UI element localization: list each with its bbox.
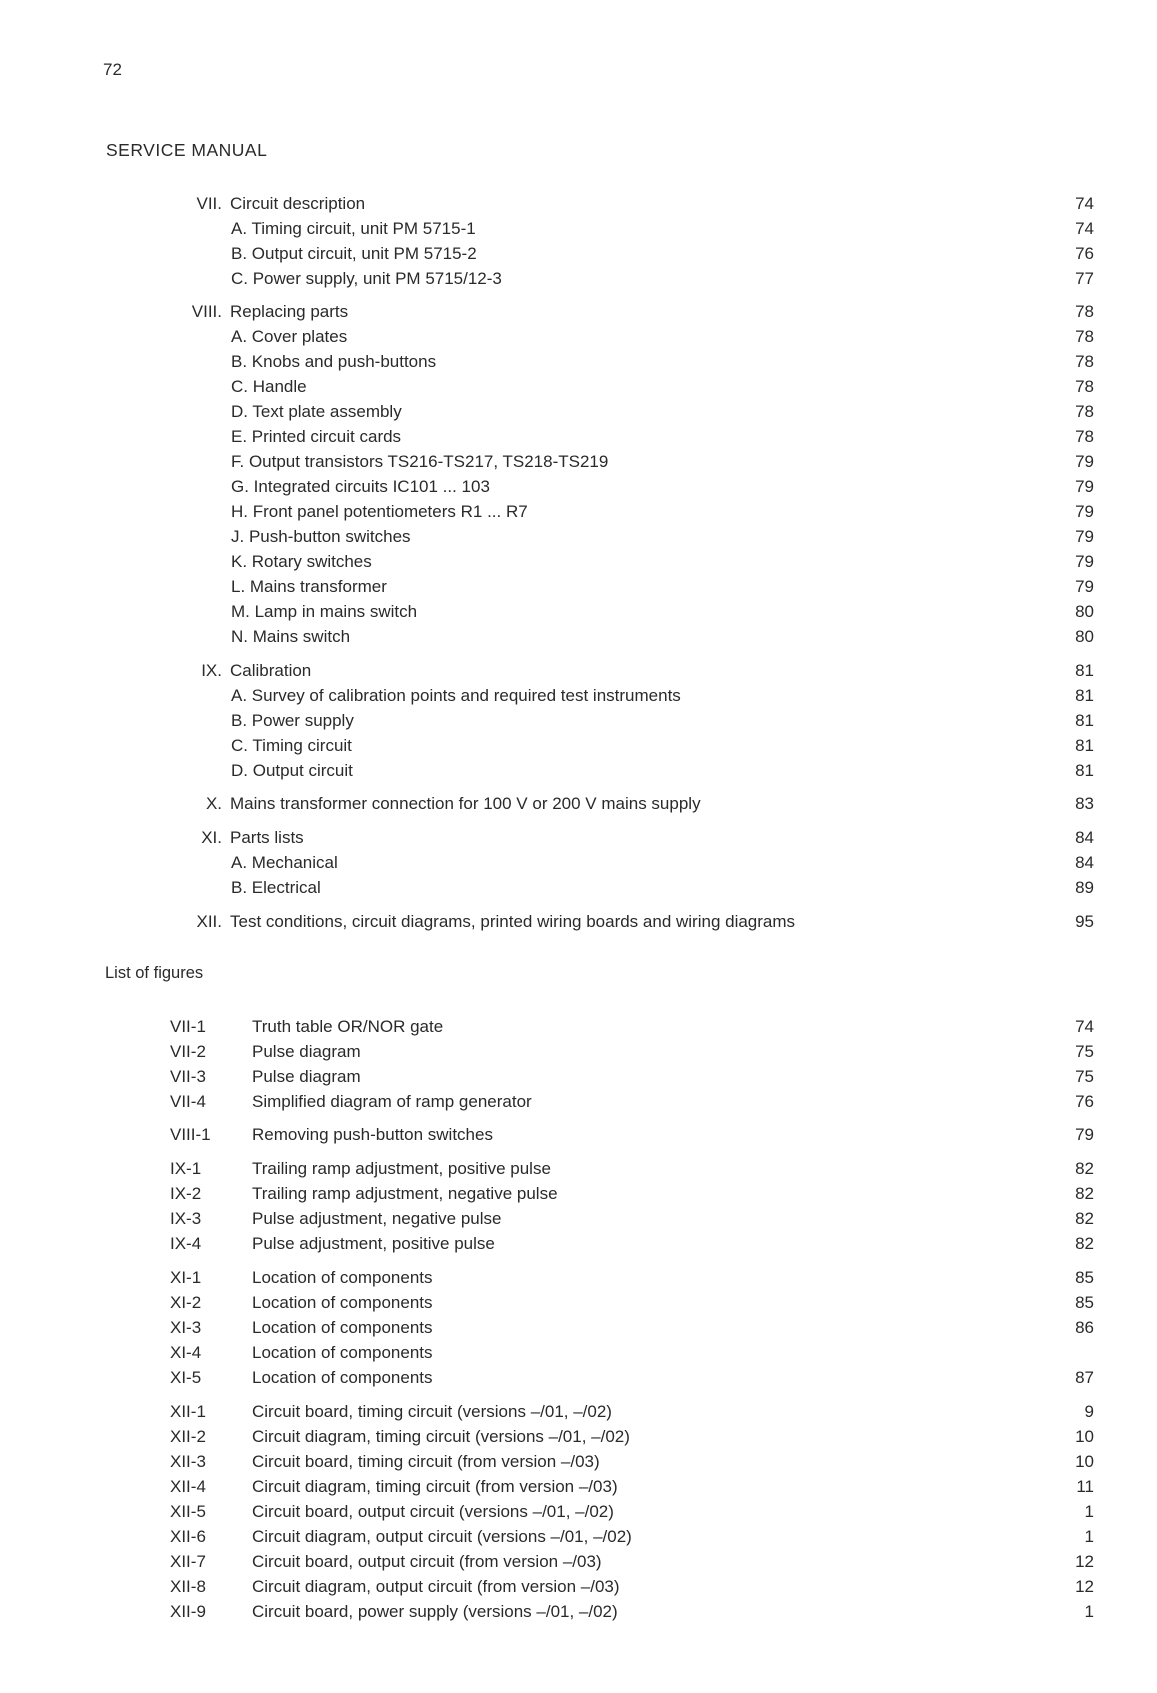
figure-page: 86 bbox=[1075, 1318, 1094, 1337]
figure-title: Circuit diagram, output circuit (from version –/03) bbox=[252, 1577, 620, 1596]
figure-title: Location of components bbox=[252, 1293, 433, 1312]
chapter-number: XI. bbox=[201, 828, 222, 847]
subsection-title: A. Cover plates bbox=[231, 327, 348, 346]
page-number: 72 bbox=[103, 60, 122, 79]
figure-row bbox=[0, 1065, 1157, 1089]
subsection-title: B. Output circuit, unit PM 5715-2 bbox=[231, 244, 477, 263]
subsection-title: D. Output circuit bbox=[231, 761, 353, 780]
figure-page: 1 bbox=[1084, 1502, 1094, 1521]
figure-number: VII-3 bbox=[170, 1067, 206, 1086]
figure-page: 10 bbox=[1075, 1452, 1094, 1471]
figure-row bbox=[0, 1090, 1157, 1114]
figure-row bbox=[0, 1366, 1157, 1390]
figure-number: XII-3 bbox=[170, 1452, 206, 1471]
subsection-title: D. Text plate assembly bbox=[231, 402, 402, 421]
figure-row bbox=[0, 1475, 1157, 1499]
subsection-title: B. Knobs and push-buttons bbox=[231, 352, 437, 371]
figure-title: Circuit board, timing circuit (versions –/01, –/02) bbox=[252, 1402, 612, 1421]
figure-row bbox=[0, 1600, 1157, 1624]
subsection-title: B. Power supply bbox=[231, 711, 354, 730]
figure-page: 75 bbox=[1075, 1042, 1094, 1061]
figure-number: XII-8 bbox=[170, 1577, 206, 1596]
toc-subsection-row bbox=[0, 600, 1157, 624]
figure-number: XI-4 bbox=[170, 1343, 202, 1362]
subsection-title: A. Survey of calibration points and required test instruments bbox=[231, 686, 681, 705]
subsection-page: 89 bbox=[1075, 878, 1094, 897]
figure-number: XII-9 bbox=[170, 1602, 206, 1621]
chapter-page: 84 bbox=[1075, 828, 1094, 847]
figure-title: Pulse diagram bbox=[252, 1042, 361, 1061]
figure-page: 82 bbox=[1075, 1209, 1094, 1228]
toc-subsection-row bbox=[0, 475, 1157, 499]
subsection-page: 79 bbox=[1075, 452, 1094, 471]
subsection-page: 74 bbox=[1075, 219, 1094, 238]
subsection-page: 79 bbox=[1075, 577, 1094, 596]
figure-page: 79 bbox=[1075, 1125, 1094, 1144]
figure-number: XI-2 bbox=[170, 1293, 202, 1312]
toc-subsection-row bbox=[0, 450, 1157, 474]
figure-number: XII-2 bbox=[170, 1427, 206, 1446]
figure-row bbox=[0, 1207, 1157, 1231]
figure-number: XI-5 bbox=[170, 1368, 202, 1387]
figure-number: XII-1 bbox=[170, 1402, 206, 1421]
toc-chapter-row bbox=[0, 192, 1157, 216]
figure-row bbox=[0, 1291, 1157, 1315]
subsection-title: B. Electrical bbox=[231, 878, 321, 897]
figure-title: Circuit diagram, timing circuit (versions –/01, –/02) bbox=[252, 1427, 630, 1446]
toc-subsection-row bbox=[0, 550, 1157, 574]
subsection-page: 79 bbox=[1075, 552, 1094, 571]
subsection-page: 76 bbox=[1075, 244, 1094, 263]
subsection-page: 79 bbox=[1075, 477, 1094, 496]
figure-page: 82 bbox=[1075, 1234, 1094, 1253]
toc-chapter-row bbox=[0, 826, 1157, 850]
figure-page: 82 bbox=[1075, 1184, 1094, 1203]
toc-subsection-row bbox=[0, 851, 1157, 875]
toc-chapter-row bbox=[0, 910, 1157, 934]
chapter-title: Parts lists bbox=[230, 828, 304, 847]
toc-subsection-row bbox=[0, 242, 1157, 266]
figure-number: VIII-1 bbox=[170, 1125, 211, 1144]
figure-row bbox=[0, 1500, 1157, 1524]
figure-number: XII-7 bbox=[170, 1552, 206, 1571]
subsection-page: 77 bbox=[1075, 269, 1094, 288]
figure-title: Pulse adjustment, positive pulse bbox=[252, 1234, 495, 1253]
figure-page: 82 bbox=[1075, 1159, 1094, 1178]
figure-title: Location of components bbox=[252, 1368, 433, 1387]
figure-row bbox=[0, 1425, 1157, 1449]
figure-number: VII-2 bbox=[170, 1042, 206, 1061]
subsection-title: A. Mechanical bbox=[231, 853, 338, 872]
chapter-title: Calibration bbox=[230, 661, 312, 680]
chapter-number: IX. bbox=[201, 661, 222, 680]
figure-row bbox=[0, 1400, 1157, 1424]
figure-page: 87 bbox=[1075, 1368, 1094, 1387]
figure-title: Removing push-button switches bbox=[252, 1125, 493, 1144]
figure-page: 9 bbox=[1084, 1402, 1094, 1421]
chapter-number: XII. bbox=[196, 912, 222, 931]
subsection-title: C. Power supply, unit PM 5715/12-3 bbox=[231, 269, 502, 288]
subsection-page: 84 bbox=[1075, 853, 1094, 872]
subsection-page: 81 bbox=[1075, 761, 1094, 780]
figure-title: Simplified diagram of ramp generator bbox=[252, 1092, 532, 1111]
toc-chapter-row bbox=[0, 300, 1157, 324]
subsection-page: 80 bbox=[1075, 627, 1094, 646]
figure-title: Truth table OR/NOR gate bbox=[252, 1017, 444, 1036]
section-title: SERVICE MANUAL bbox=[106, 140, 268, 160]
chapter-number: VII. bbox=[196, 194, 222, 213]
subsection-page: 78 bbox=[1075, 402, 1094, 421]
subsection-title: F. Output transistors TS216-TS217, TS218-TS219 bbox=[231, 452, 609, 471]
figure-row bbox=[0, 1575, 1157, 1599]
figure-page: 74 bbox=[1075, 1017, 1094, 1036]
toc-subsection-row bbox=[0, 267, 1157, 291]
figure-number: IX-2 bbox=[170, 1184, 202, 1203]
subsection-title: J. Push-button switches bbox=[231, 527, 411, 546]
toc-chapter-row bbox=[0, 792, 1157, 816]
toc-subsection-row bbox=[0, 375, 1157, 399]
figure-title: Location of components bbox=[252, 1343, 433, 1362]
figure-title: Circuit board, timing circuit (from version –/03) bbox=[252, 1452, 600, 1471]
figure-number: IX-4 bbox=[170, 1234, 202, 1253]
figure-title: Circuit diagram, timing circuit (from version –/03) bbox=[252, 1477, 618, 1496]
figure-number: IX-1 bbox=[170, 1159, 202, 1178]
chapter-title: Mains transformer connection for 100 V or 200 V mains supply bbox=[230, 794, 701, 813]
subsection-title: C. Handle bbox=[231, 377, 307, 396]
figure-row bbox=[0, 1157, 1157, 1181]
figure-row bbox=[0, 1232, 1157, 1256]
figure-row bbox=[0, 1450, 1157, 1474]
chapter-page: 74 bbox=[1075, 194, 1094, 213]
figure-row bbox=[0, 1182, 1157, 1206]
figure-number: VII-4 bbox=[170, 1092, 206, 1111]
figure-title: Circuit board, output circuit (versions –/01, –/02) bbox=[252, 1502, 614, 1521]
figure-row bbox=[0, 1266, 1157, 1290]
figure-page: 1 bbox=[1084, 1527, 1094, 1546]
figure-title: Trailing ramp adjustment, negative pulse bbox=[252, 1184, 558, 1203]
figure-number: IX-3 bbox=[170, 1209, 202, 1228]
toc-subsection-row bbox=[0, 575, 1157, 599]
figure-page: 10 bbox=[1075, 1427, 1094, 1446]
subsection-page: 81 bbox=[1075, 686, 1094, 705]
subsection-title: C. Timing circuit bbox=[231, 736, 352, 755]
chapter-page: 95 bbox=[1075, 912, 1094, 931]
toc-subsection-row bbox=[0, 709, 1157, 733]
chapter-title: Replacing parts bbox=[230, 302, 349, 321]
chapter-page: 81 bbox=[1075, 661, 1094, 680]
chapter-title: Circuit description bbox=[230, 194, 366, 213]
chapter-page: 83 bbox=[1075, 794, 1094, 813]
figure-page: 75 bbox=[1075, 1067, 1094, 1086]
subsection-page: 81 bbox=[1075, 736, 1094, 755]
figure-row bbox=[0, 1525, 1157, 1549]
figure-title: Circuit diagram, output circuit (versions –/01, –/02) bbox=[252, 1527, 632, 1546]
figure-title: Trailing ramp adjustment, positive pulse bbox=[252, 1159, 551, 1178]
toc-subsection-row bbox=[0, 625, 1157, 649]
figure-title: Circuit board, power supply (versions –/01, –/02) bbox=[252, 1602, 618, 1621]
toc-chapter-row bbox=[0, 659, 1157, 683]
figure-page: 12 bbox=[1075, 1552, 1094, 1571]
figure-row bbox=[0, 1040, 1157, 1064]
figure-title: Location of components bbox=[252, 1318, 433, 1337]
toc-subsection-row bbox=[0, 425, 1157, 449]
subsection-page: 78 bbox=[1075, 427, 1094, 446]
subsection-title: H. Front panel potentiometers R1 ... R7 bbox=[231, 502, 528, 521]
toc-subsection-row bbox=[0, 525, 1157, 549]
figure-row bbox=[0, 1341, 1157, 1365]
subsection-page: 78 bbox=[1075, 377, 1094, 396]
toc-subsection-row bbox=[0, 500, 1157, 524]
subsection-title: K. Rotary switches bbox=[231, 552, 372, 571]
figure-number: XII-4 bbox=[170, 1477, 206, 1496]
figure-page: 76 bbox=[1075, 1092, 1094, 1111]
subsection-page: 80 bbox=[1075, 602, 1094, 621]
figure-row bbox=[0, 1123, 1157, 1147]
figure-page: 11 bbox=[1076, 1477, 1094, 1496]
figure-page: 12 bbox=[1075, 1577, 1094, 1596]
figure-page: 85 bbox=[1075, 1293, 1094, 1312]
figure-title: Pulse adjustment, negative pulse bbox=[252, 1209, 502, 1228]
chapter-title: Test conditions, circuit diagrams, printed wiring boards and wiring diagrams bbox=[230, 912, 796, 931]
subsection-page: 79 bbox=[1075, 502, 1094, 521]
chapter-number: VIII. bbox=[191, 302, 222, 321]
figure-number: XI-3 bbox=[170, 1318, 202, 1337]
toc-subsection-row bbox=[0, 217, 1157, 241]
subsection-page: 81 bbox=[1075, 711, 1094, 730]
subsection-page: 79 bbox=[1075, 527, 1094, 546]
subsection-title: M. Lamp in mains switch bbox=[231, 602, 418, 621]
subsection-title: N. Mains switch bbox=[231, 627, 351, 646]
figure-page: 85 bbox=[1075, 1268, 1094, 1287]
list-of-figures-title: List of figures bbox=[105, 964, 204, 982]
chapter-number: X. bbox=[205, 794, 222, 813]
figure-title: Location of components bbox=[252, 1268, 433, 1287]
figure-title: Circuit board, output circuit (from version –/03) bbox=[252, 1552, 602, 1571]
subsection-title: A. Timing circuit, unit PM 5715-1 bbox=[231, 219, 476, 238]
figure-row bbox=[0, 1550, 1157, 1574]
subsection-title: E. Printed circuit cards bbox=[231, 427, 402, 446]
toc-subsection-row bbox=[0, 400, 1157, 424]
figure-number: XI-1 bbox=[170, 1268, 202, 1287]
subsection-page: 78 bbox=[1075, 352, 1094, 371]
figure-number: XII-5 bbox=[170, 1502, 206, 1521]
toc-subsection-row bbox=[0, 759, 1157, 783]
toc-subsection-row bbox=[0, 734, 1157, 758]
figure-row bbox=[0, 1015, 1157, 1039]
figure-number: XII-6 bbox=[170, 1527, 206, 1546]
toc-subsection-row bbox=[0, 876, 1157, 900]
toc-subsection-row bbox=[0, 684, 1157, 708]
subsection-title: G. Integrated circuits IC101 ... 103 bbox=[231, 477, 490, 496]
figure-title: Pulse diagram bbox=[252, 1067, 361, 1086]
subsection-title: L. Mains transformer bbox=[231, 577, 387, 596]
chapter-page: 78 bbox=[1075, 302, 1094, 321]
subsection-page: 78 bbox=[1075, 327, 1094, 346]
figure-page: 1 bbox=[1084, 1602, 1094, 1621]
toc-subsection-row bbox=[0, 350, 1157, 374]
figure-number: VII-1 bbox=[170, 1017, 206, 1036]
figure-row bbox=[0, 1316, 1157, 1340]
toc-subsection-row bbox=[0, 325, 1157, 349]
